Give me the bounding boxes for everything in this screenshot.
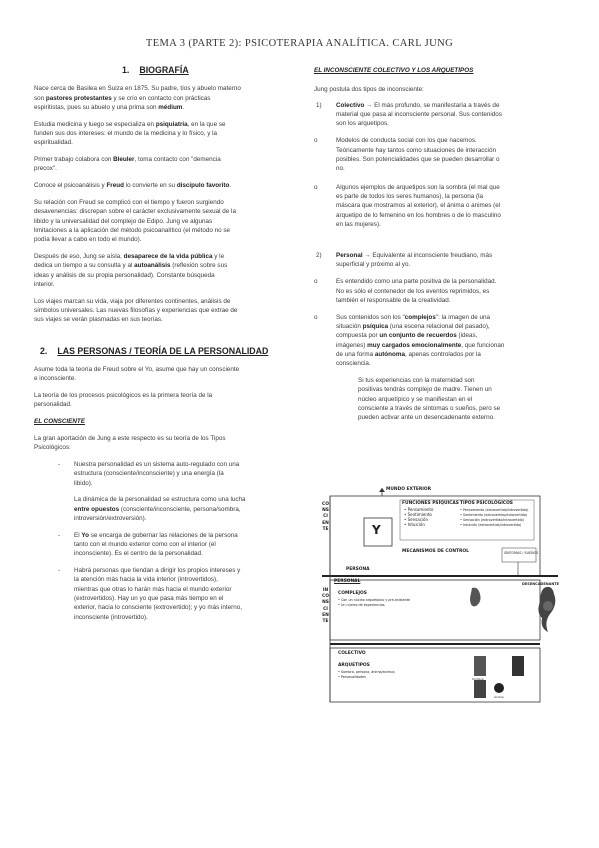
tipos-item: • Sentimiento (extrovertido/introvertido) bbox=[460, 513, 528, 517]
tipos-item: • Intuición (extrovertido/introvertido) bbox=[460, 523, 522, 527]
circle-bullet-icon: o bbox=[314, 137, 318, 145]
archetype-caption: Ánima bbox=[494, 695, 504, 699]
complejos-item: • Con un núcleo arquetípico y pre-existente bbox=[338, 598, 411, 602]
bullet-item: o Sus contenidos son los "complejos": la imagen de una situación psíquica (una escena relacional del pasado), compuesta por un conjunto de recuerdos (ideas, imágenes) muy cargados emocionalmente, que funcionan de una forma autónoma, apenas controlados por la consciencia. bbox=[314, 313, 505, 368]
paragraph-intro: Jung postula dos tipos de inconsciente: bbox=[314, 86, 424, 94]
section-number: 1. bbox=[122, 65, 130, 75]
funciones-item: • Pensamiento bbox=[404, 507, 434, 512]
section-heading-biografia bbox=[122, 66, 281, 75]
numbered-item-personal: 2) Personal → Equivalente al inconsciente freudiano, más superficial y próximo al yo. bbox=[316, 252, 493, 269]
funciones-item: • Intuición bbox=[404, 522, 425, 527]
paragraph-tipos: La gran aportación de Jung a este respecto es su teoría de los Tipos Psicológicos: bbox=[34, 434, 226, 452]
archetype-caption: Sombra bbox=[472, 677, 484, 681]
numbered-item-colectivo: 1) Colectivo → El más profundo, se manifestaría a través de material que pasa al inconsciente personal. Sus contenidos son los arquetipos. bbox=[316, 101, 502, 128]
label-inconsciente: INCONSCIENTE bbox=[322, 588, 329, 625]
tipos-item: • Pensamiento (extrovertido/introvertido) bbox=[460, 508, 529, 512]
paragraph-bleuler: Primer trabajo colabora con Bleuler, toma contacto con "demencia precox". bbox=[34, 156, 221, 173]
funciones-item: • Sensación bbox=[404, 517, 428, 522]
paragraph-studies: Estudia medicina y luego se especializa en psiquiatría, en la que se funden sus dos intereses: el mundo de la medicina y lo físico, y la espiritualidad. bbox=[34, 120, 226, 147]
tipos-item: • Sensación (extrovertido/introvertido) bbox=[460, 518, 524, 522]
label-tipos: TIPOS PSICOLÓGICOS bbox=[460, 501, 513, 506]
dash-marker: - bbox=[58, 531, 61, 539]
label-persona: PERSONA bbox=[346, 567, 370, 572]
dash-marker: - bbox=[58, 567, 61, 575]
label-sintomas: SÍNTOMAS / SUEÑOS bbox=[504, 551, 539, 555]
label-colectivo: COLECTIVO bbox=[338, 651, 366, 656]
bullet-item: o Es entendido como una parte positiva de la personalidad. No es sólo el contenedor de los eventos reprimidos, es también el responsable de la creatividad. bbox=[314, 278, 497, 304]
list-item: - Nuestra personalidad es un sistema auto-regulado con una estructura (consciente/inconsciente) y una energía (la libido). bbox=[58, 460, 240, 487]
list-item: - Habrá personas que tiendan a dirigir los propios intereses y la atención más hacia la vida interior (introvertidos), mientras que otras lo harán más hacia el mundo exterior (extrovertidos). Hay un yo que pasa más tiempo en el exterior, hacia lo consciente (extrovertido); y yo más interno, inconsciente (introvertido). bbox=[58, 567, 242, 621]
paragraph-procesos: La teoría de los procesos psicológicos es la primera teoría de la personalidad. bbox=[34, 391, 213, 409]
label-mecanismos: MECANISMOS DE CONTROL bbox=[402, 549, 469, 554]
arquetipos-item: • Personalidades bbox=[338, 675, 366, 679]
paragraph-complejo-madre: Si tus experiencias con la maternidad son positivas tendrás complejo de madre. Tienen un núcleo arquetípico y se manifiestan en el consciente a través de síntomas o sueños, pero se pueden activar ante un desencadenante externo. bbox=[358, 376, 501, 422]
funciones-item: • Sentimiento bbox=[404, 512, 432, 517]
circle-bullet-icon: o bbox=[314, 313, 318, 321]
left-column bbox=[34, 66, 281, 629]
complejos-item: • Un núcleo de experiencias bbox=[338, 603, 385, 607]
label-personal: PERSONAL bbox=[334, 579, 361, 584]
paragraph-relation: Su relación con Freud se complicó con el tiempo y fueron surgiendo desavenencias: discrepan sobre el carácter exclusivamente sexual de la libido y la universalidad del complejo de Edipo. Jung ve algunas limitaciones a la aplicación del método psicoanalítico (el método no se podía llevar a cabo en todo el mundo). bbox=[34, 198, 236, 244]
label-complejos: COMPLEJOS bbox=[338, 591, 367, 596]
label-funciones: FUNCIONES PSÍQUICAS bbox=[402, 501, 459, 506]
circle-bullet-icon: o bbox=[314, 183, 318, 191]
item-number: 2) bbox=[316, 252, 322, 260]
item-number: 1) bbox=[316, 101, 322, 109]
label-desencadenante: DESENCADENANTE bbox=[522, 582, 560, 586]
section-heading-personalidad bbox=[40, 347, 281, 356]
right-column bbox=[314, 66, 564, 430]
subheading-inconsciente-colectivo: EL INCONSCIENTE COLECTIVO Y LOS ARQUETIPOS bbox=[314, 67, 474, 74]
section-title: LAS PERSONAS / TEORÍA DE LA PERSONALIDAD bbox=[57, 345, 269, 356]
bullet-item: o Algunos ejemplos de arquetipos son la sombra (el mal que es parte de todos los seres humanos), la persona (la máscara que mostramos al exterior), el ánima o animes (el arquetipo de lo femenino en los hombres o de lo masculino en las mujeres). bbox=[314, 183, 501, 228]
section-number: 2. bbox=[40, 345, 48, 356]
label-arquetipos: ARQUETIPOS bbox=[338, 663, 370, 668]
personality-diagram bbox=[322, 488, 576, 706]
list-item: - El Yo se encarga de gobernar las relaciones de la persona tanto con el mundo exterior como con el interior (el inconsciente). Es el centro de la personalidad. bbox=[58, 531, 238, 558]
label-mundo-exterior: MUNDO EXTERIOR bbox=[386, 487, 432, 492]
dash-marker: - bbox=[58, 460, 61, 468]
paragraph-freud: Conoce el psicoanálisis y Freud lo convierte en su discípulo favorito. bbox=[34, 182, 232, 190]
label-consciente: CONSCIENTE bbox=[322, 502, 329, 532]
arquetipos-item: • Sombra, persona, ánima/animus bbox=[338, 670, 395, 674]
bullet-item: o Modelos de conducta social con los que nacemos. Teóricamente hay tantos como situaciones de interacción posibles. Son potencialidades que se pueden desarrollar o no. bbox=[314, 137, 500, 173]
paragraph-travels: Los viajes marcan su vida, viaja por diferentes continentes, análisis de símbolos universales. Las nuevas filosofías y experiencias que extrae de sus viajes se verán plasmadas en sus teorías. bbox=[34, 297, 238, 324]
dash-list bbox=[34, 460, 281, 622]
circle-bullet-icon: o bbox=[314, 278, 318, 286]
section-title: BIOGRAFÍA bbox=[139, 65, 189, 75]
subheading-consciente: EL CONSCIENTE bbox=[34, 418, 85, 426]
paragraph-birth: Nace cerca de Basilea en Suiza en 1875. Su padre, tíos y abuelo materno son pastores protestantes y se crío en contacto con prácticas espiritistas, pues su abuelo y una prima son médium. bbox=[34, 85, 241, 111]
list-item-continuation: La dinámica de la personalidad se estructura como una lucha entre opuestos (consciente/inconsciente, persona/sombra, introversión/extroversión). bbox=[74, 496, 246, 522]
paragraph-freud-yo: Asume toda la teoría de Freud sobre el Yo, asume que hay un consciente e inconsciente. bbox=[34, 365, 240, 383]
page-title: TEMA 3 (PARTE 2): PSICOTERAPIA ANALÍTICA. CARL JUNG bbox=[145, 38, 454, 49]
paragraph-isolation: Después de eso, Jung se aísla, desaparece de la vida pública y le dedica un tiempo a su consulta y al autoanálisis (reflexión sobre sus ideas y análisis de su propia personalidad). Constante búsqueda interior. bbox=[34, 252, 228, 288]
yo-box: Y bbox=[372, 523, 381, 537]
